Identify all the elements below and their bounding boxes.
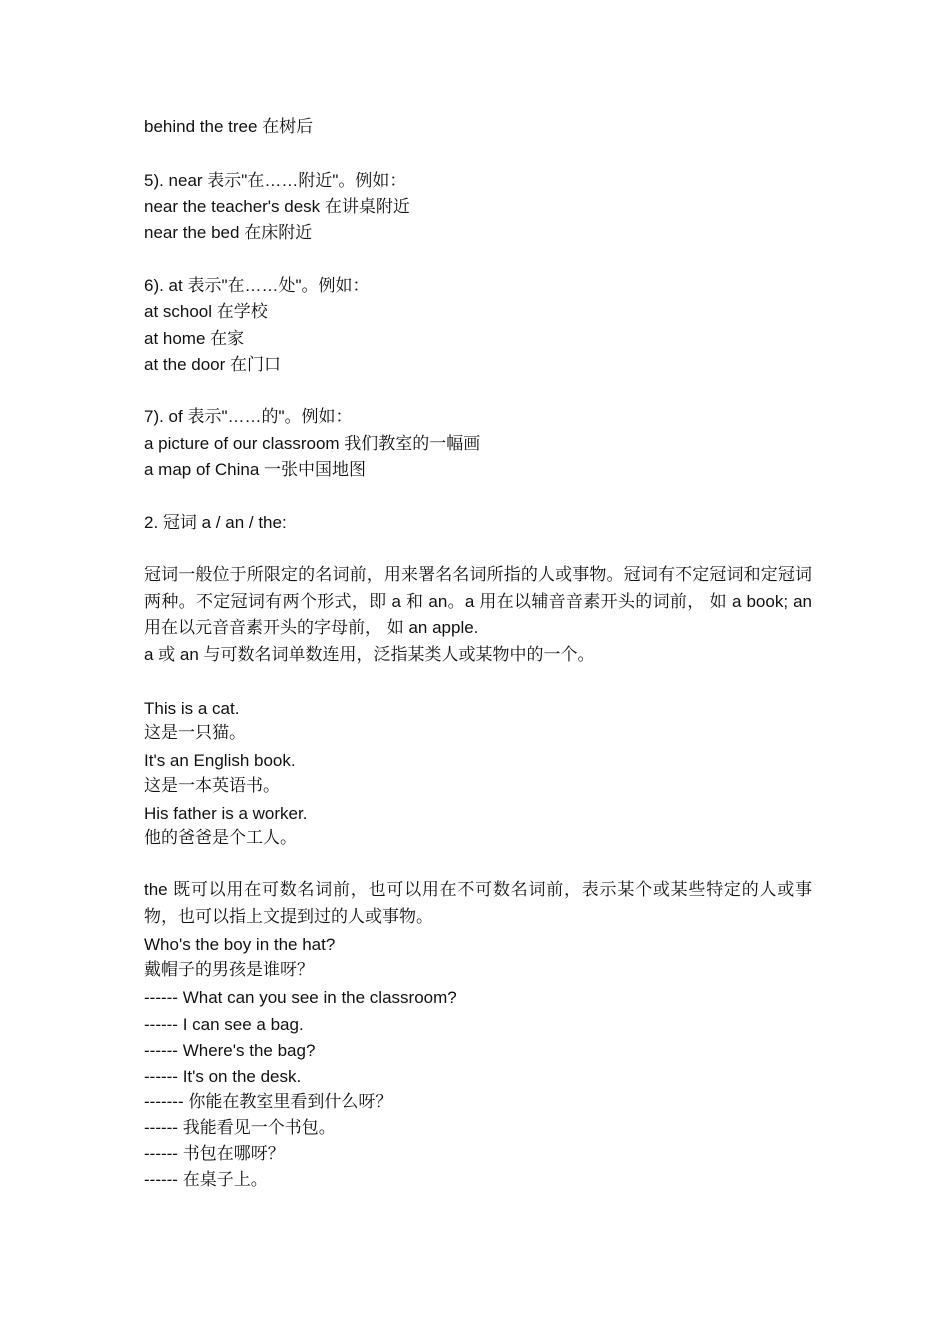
dialogue-line: ------ What can you see in the classroom? [144,988,457,1007]
dialogue-line: ------ Where's the bag? [144,1041,316,1060]
example-translation: 这是一只猫。 [144,723,246,742]
text-line: a 或 an 与可数名词单数连用，泛指某类人或某物中的一个。 [144,645,595,664]
article-explanation-paragraph: 冠词一般位于所限定的名词前，用来署名名词所指的人或事物。冠词有不定冠词和定冠词两种。不定冠词有两个形式，即 a 和 an。a 用在以辅音音素开头的词前， 如 a book; an 用在以元音音素开头的字母前， 如 an apple. [144,565,812,637]
text-line: at school 在学校 [144,302,268,321]
text-line: near the teacher's desk 在讲桌附近 [144,197,410,216]
text-line: a map of China 一张中国地图 [144,460,367,479]
example-sentence: It's an English book. [144,751,296,770]
dialogue-translation: ------- 你能在教室里看到什么呀？ [144,1092,393,1111]
example-sentence: Who's the boy in the hat? [144,935,336,954]
text-line: behind the tree 在树后 [144,117,314,136]
example-sentence: This is a cat. [144,699,240,718]
section-heading: 2. 冠词 a / an / the: [144,513,287,532]
section-heading: 5). near 表示"在……附近"。例如： [144,171,407,190]
dialogue-translation: ------ 书包在哪呀？ [144,1144,285,1163]
section-heading: 6). at 表示"在……处"。例如： [144,276,370,295]
example-translation: 戴帽子的男孩是谁呀？ [144,960,314,979]
dialogue-line: ------ I can see a bag. [144,1015,304,1034]
text-line: at home 在家 [144,329,245,348]
section-heading: 7). of 表示"……的"。例如： [144,407,353,426]
dialogue-translation: ------ 我能看见一个书包。 [144,1118,336,1137]
example-translation: 这是一本英语书。 [144,776,280,795]
text-line: a picture of our classroom 我们教室的一幅画 [144,434,481,453]
text-line: at the door 在门口 [144,355,282,374]
dialogue-line: ------ It's on the desk. [144,1067,302,1086]
example-sentence: His father is a worker. [144,804,308,823]
text-line: near the bed 在床附近 [144,223,313,242]
dialogue-translation: ------ 在桌子上。 [144,1170,268,1189]
definite-article-paragraph: the 既可以用在可数名词前，也可以用在不可数名词前，表示某个或某些特定的人或事物，也可以指上文提到过的人或事物。 [144,880,812,926]
example-translation: 他的爸爸是个工人。 [144,828,297,847]
